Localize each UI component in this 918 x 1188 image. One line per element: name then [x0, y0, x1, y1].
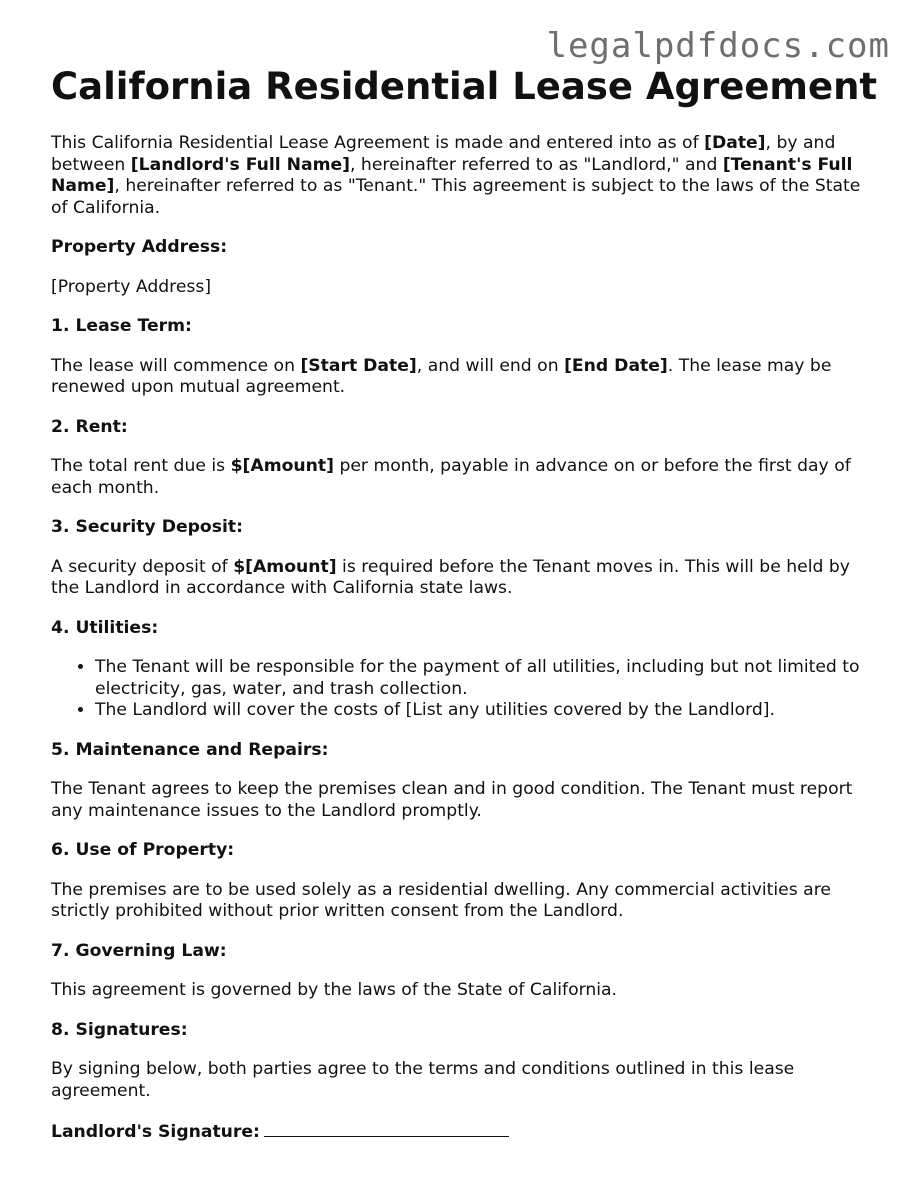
deposit-amount-placeholder: $[Amount]	[233, 556, 337, 577]
deposit-heading: 3. Security Deposit:	[51, 517, 243, 537]
landlord-signature-line[interactable]	[264, 1120, 509, 1137]
lease-term-paragraph	[51, 356, 881, 399]
document-body	[51, 64, 881, 1144]
rent-heading: 2. Rent:	[51, 416, 128, 437]
property-address: [Property Address]	[51, 276, 212, 297]
maintenance-heading: 5. Maintenance and Repairs:	[51, 739, 329, 760]
document-title: California Residential Lease Agreement	[51, 65, 878, 108]
intro-paragraph	[51, 133, 881, 219]
start-date-placeholder: [Start Date]	[300, 355, 417, 376]
intro-text: , hereinafter referred to as "Tenant." This agreement is subject to the laws of the State of California.	[51, 176, 861, 218]
use-heading: 6. Use of Property:	[51, 840, 235, 860]
deposit-text: A security deposit of	[51, 556, 234, 577]
rent-amount-placeholder: $[Amount]	[230, 456, 334, 476]
landlord-signature-row	[51, 1120, 881, 1144]
rent-text: per month, payable in advance on or before the first day of each month.	[51, 456, 851, 498]
intro-text: , hereinafter referred to as "Landlord," and	[350, 154, 723, 175]
lease-term-text: The lease will commence on	[51, 355, 301, 376]
rent-text: The total rent due is	[51, 456, 231, 476]
utilities-heading: 4. Utilities:	[51, 617, 159, 638]
tenant-name-placeholder: [Tenant's Full Name]	[51, 154, 853, 196]
list-item: • The Tenant will be responsible for the payment of all utilities, including but not limited to electricity, gas, water, and trash collection.	[95, 657, 881, 700]
rent-paragraph	[51, 456, 881, 499]
law-paragraph: This agreement is governed by the laws of the State of California.	[51, 980, 618, 1000]
lease-term-heading: 1. Lease Term:	[51, 316, 192, 336]
landlord-signature-label: Landlord's Signature:	[51, 1122, 260, 1142]
intro-text: , by and between	[51, 133, 836, 175]
list-item: • The Landlord will cover the costs of [List any utilities covered by the Landlord].	[95, 700, 881, 722]
deposit-text: is required before the Tenant moves in. This will be held by the Landlord in accordance with California state laws.	[51, 556, 850, 598]
intro-text: This California Residential Lease Agreement is made and entered into as of	[51, 133, 705, 153]
deposit-paragraph	[51, 557, 881, 600]
signatures-heading: 8. Signatures:	[51, 1019, 188, 1040]
lease-term-text: . The lease may be renewed upon mutual agreement.	[51, 355, 832, 397]
signatures-paragraph: By signing below, both parties agree to the terms and conditions outlined in this lease agreement.	[51, 1059, 795, 1101]
utilities-list	[51, 657, 881, 722]
watermark: legalpdfdocs.com	[546, 26, 890, 66]
end-date-placeholder: [End Date]	[564, 355, 668, 376]
date-placeholder: [Date]	[704, 133, 766, 153]
landlord-name-placeholder: [Landlord's Full Name]	[130, 154, 350, 175]
law-heading: 7. Governing Law:	[51, 940, 227, 961]
property-heading: Property Address:	[51, 237, 228, 257]
use-paragraph: The premises are to be used solely as a residential dwelling. Any commercial activities are strictly prohibited without prior written consent from the Landlord.	[51, 879, 831, 921]
lease-term-text: , and will end on	[416, 355, 565, 376]
maintenance-paragraph: The Tenant agrees to keep the premises clean and in good condition. The Tenant must report any maintenance issues to the Landlord promptly.	[51, 779, 853, 821]
